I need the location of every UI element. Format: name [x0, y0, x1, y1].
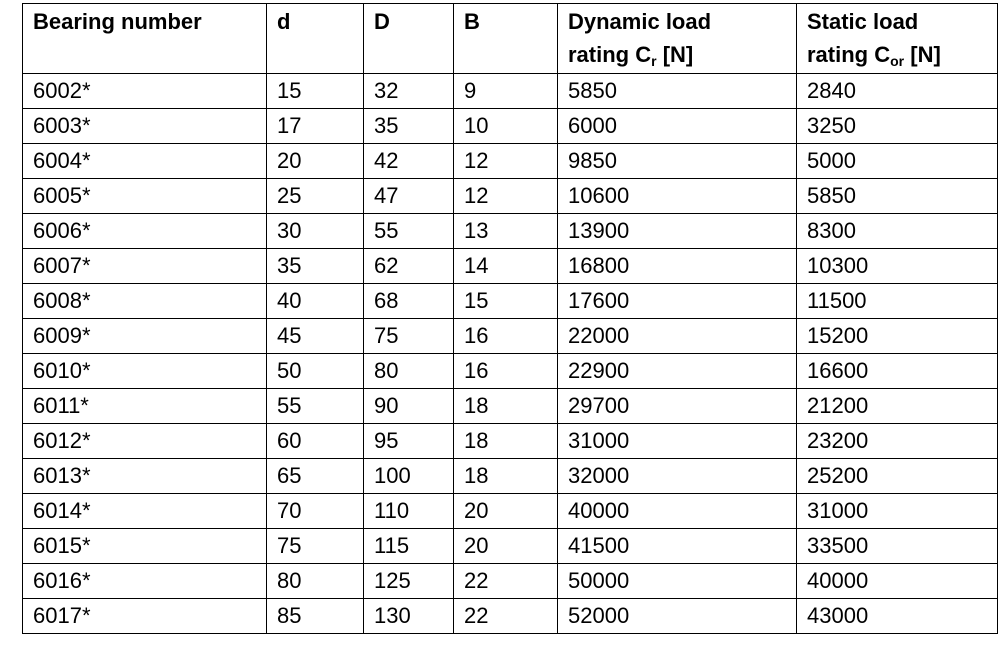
static-load-cell: 11500: [797, 284, 998, 319]
header-dynamic-line2-post: [N]: [656, 42, 694, 67]
D-cell: 62: [364, 249, 454, 284]
dynamic-load-cell: 22900: [558, 354, 797, 389]
d-cell: 35: [267, 249, 364, 284]
B-cell: 18: [454, 424, 558, 459]
d-cell: 30: [267, 214, 364, 249]
dynamic-load-cell: 31000: [558, 424, 797, 459]
static-load-cell: 21200: [797, 389, 998, 424]
D-cell: 100: [364, 459, 454, 494]
bearing-number-cell: 6010*: [23, 354, 267, 389]
dynamic-load-cell: 17600: [558, 284, 797, 319]
d-cell: 45: [267, 319, 364, 354]
dynamic-load-cell: 52000: [558, 599, 797, 634]
bearing-number-cell: 6009*: [23, 319, 267, 354]
static-load-cell: 2840: [797, 74, 998, 109]
D-cell: 130: [364, 599, 454, 634]
bearing-number-cell: 6013*: [23, 459, 267, 494]
header-static-sub: or: [890, 53, 905, 69]
D-cell: 32: [364, 74, 454, 109]
static-load-cell: 5000: [797, 144, 998, 179]
d-cell: 50: [267, 354, 364, 389]
header-static-line1: Static load: [807, 9, 919, 34]
table-row: [23, 459, 998, 494]
static-load-cell: 23200: [797, 424, 998, 459]
dynamic-load-cell: 16800: [558, 249, 797, 284]
static-load-cell: 10300: [797, 249, 998, 284]
D-cell: 35: [364, 109, 454, 144]
table-row: [23, 319, 998, 354]
B-cell: 20: [454, 529, 558, 564]
bearing-number-cell: 6003*: [23, 109, 267, 144]
static-load-cell: 31000: [797, 494, 998, 529]
dynamic-load-cell: 13900: [558, 214, 797, 249]
D-cell: 42: [364, 144, 454, 179]
B-cell: 20: [454, 494, 558, 529]
header-dynamic-sub: r: [651, 53, 657, 69]
header-row: [23, 4, 998, 74]
bearing-number-cell: 6004*: [23, 144, 267, 179]
D-cell: 80: [364, 354, 454, 389]
B-cell: 22: [454, 599, 558, 634]
B-cell: 14: [454, 249, 558, 284]
bearing-number-cell: 6014*: [23, 494, 267, 529]
table-row: [23, 389, 998, 424]
bearing-number-cell: 6005*: [23, 179, 267, 214]
B-cell: 18: [454, 389, 558, 424]
table-row: [23, 74, 998, 109]
table-row: [23, 284, 998, 319]
header-d: d: [267, 4, 364, 74]
bearing-number-cell: 6016*: [23, 564, 267, 599]
table-row: [23, 144, 998, 179]
table-body: [23, 74, 998, 634]
B-cell: 12: [454, 144, 558, 179]
table-row: [23, 564, 998, 599]
d-cell: 75: [267, 529, 364, 564]
table-row: [23, 599, 998, 634]
d-cell: 80: [267, 564, 364, 599]
D-cell: 75: [364, 319, 454, 354]
dynamic-load-cell: 5850: [558, 74, 797, 109]
dynamic-load-cell: 29700: [558, 389, 797, 424]
d-cell: 25: [267, 179, 364, 214]
B-cell: 10: [454, 109, 558, 144]
D-cell: 68: [364, 284, 454, 319]
B-cell: 15: [454, 284, 558, 319]
D-cell: 47: [364, 179, 454, 214]
static-load-cell: 33500: [797, 529, 998, 564]
table-row: [23, 424, 998, 459]
header-static-load-rating: [797, 4, 998, 74]
d-cell: 85: [267, 599, 364, 634]
D-cell: 110: [364, 494, 454, 529]
D-cell: 125: [364, 564, 454, 599]
static-load-cell: 15200: [797, 319, 998, 354]
header-dynamic-line2-pre: rating C: [568, 42, 652, 67]
d-cell: 60: [267, 424, 364, 459]
static-load-cell: 16600: [797, 354, 998, 389]
table-row: [23, 109, 998, 144]
table-row: [23, 179, 998, 214]
header-dynamic-load-rating: [558, 4, 797, 74]
bearing-number-cell: 6015*: [23, 529, 267, 564]
header-dynamic-line1: Dynamic load: [568, 9, 712, 34]
D-cell: 90: [364, 389, 454, 424]
static-load-cell: 5850: [797, 179, 998, 214]
dynamic-load-cell: 6000: [558, 109, 797, 144]
bearing-number-cell: 6007*: [23, 249, 267, 284]
B-cell: 16: [454, 354, 558, 389]
d-cell: 70: [267, 494, 364, 529]
bearing-number-cell: 6002*: [23, 74, 267, 109]
header-static-line2-post: [N]: [904, 42, 941, 67]
table-row: [23, 214, 998, 249]
dynamic-load-cell: 41500: [558, 529, 797, 564]
table-row: [23, 494, 998, 529]
static-load-cell: 3250: [797, 109, 998, 144]
header-D: D: [364, 4, 454, 74]
dynamic-load-cell: 50000: [558, 564, 797, 599]
B-cell: 13: [454, 214, 558, 249]
dynamic-load-cell: 9850: [558, 144, 797, 179]
bearing-number-cell: 6017*: [23, 599, 267, 634]
D-cell: 115: [364, 529, 454, 564]
header-bearing-number: Bearing number: [23, 4, 267, 74]
D-cell: 95: [364, 424, 454, 459]
B-cell: 9: [454, 74, 558, 109]
B-cell: 22: [454, 564, 558, 599]
d-cell: 20: [267, 144, 364, 179]
static-load-cell: 43000: [797, 599, 998, 634]
bearing-table: [22, 3, 998, 634]
B-cell: 12: [454, 179, 558, 214]
bearing-number-cell: 6012*: [23, 424, 267, 459]
static-load-cell: 40000: [797, 564, 998, 599]
bearing-number-cell: 6006*: [23, 214, 267, 249]
dynamic-load-cell: 22000: [558, 319, 797, 354]
table-row: [23, 529, 998, 564]
static-load-cell: 25200: [797, 459, 998, 494]
static-load-cell: 8300: [797, 214, 998, 249]
dynamic-load-cell: 32000: [558, 459, 797, 494]
d-cell: 55: [267, 389, 364, 424]
bearing-number-cell: 6008*: [23, 284, 267, 319]
dynamic-load-cell: 40000: [558, 494, 797, 529]
table-row: [23, 354, 998, 389]
d-cell: 17: [267, 109, 364, 144]
D-cell: 55: [364, 214, 454, 249]
table-row: [23, 249, 998, 284]
header-B: B: [454, 4, 558, 74]
d-cell: 15: [267, 74, 364, 109]
header-static-line2-pre: rating C: [807, 42, 891, 67]
d-cell: 40: [267, 284, 364, 319]
bearing-number-cell: 6011*: [23, 389, 267, 424]
B-cell: 18: [454, 459, 558, 494]
dynamic-load-cell: 10600: [558, 179, 797, 214]
d-cell: 65: [267, 459, 364, 494]
B-cell: 16: [454, 319, 558, 354]
